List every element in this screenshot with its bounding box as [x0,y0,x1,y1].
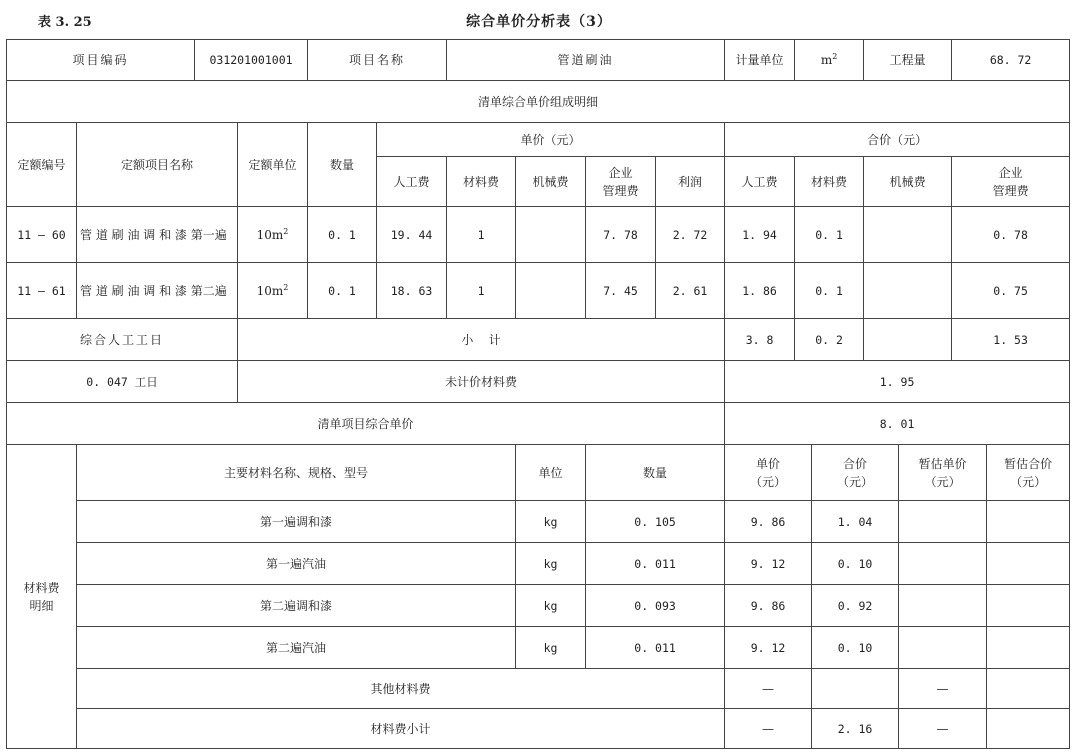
info-row [7,40,1070,81]
material-header-row [7,445,1070,501]
quota-name: 管 道 刷 油 调 和 漆 第一遍 [77,207,238,263]
labor-price: 19. 44 [377,207,447,263]
material-total: 0. 1 [795,263,864,319]
code-label: 项目编码 [7,40,195,81]
material-col-est-price: 暂估单价 （元） [899,445,987,501]
material-total: 0. 10 [812,543,899,585]
material-price: 9. 12 [725,543,812,585]
material-name: 第一遍调和漆 [77,501,516,543]
material-est-total [987,501,1070,543]
material-unit: kg [516,501,586,543]
qty-label: 工程量 [864,40,952,81]
col-material: 材料费 [447,157,516,207]
material-est-price [899,585,987,627]
quota-count: 0. 1 [308,263,377,319]
unit-label: 计量单位 [725,40,795,81]
material-qty: 0. 093 [586,585,725,627]
mgmt-price: 7. 78 [586,207,656,263]
project-code: 031201001001 [195,40,308,81]
material-col-est-total: 暂估合价 （元） [987,445,1070,501]
table-row [7,207,1070,263]
labor-total: 1. 86 [725,263,795,319]
composite-row [7,403,1070,445]
material-section-label: 材料费 明细 [7,445,77,749]
list-item [7,501,1070,543]
table-row [7,263,1070,319]
material-col-unit: 单位 [516,445,586,501]
workday-label: 综合人工工日 [7,319,238,361]
subtotal-labor: 3. 8 [725,319,795,361]
material-est-total [987,627,1070,669]
document-header [0,0,1078,40]
material-qty: 0. 011 [586,627,725,669]
col-quota-no: 定额编号 [7,123,77,207]
subtotal-machine [864,319,952,361]
col-count: 数量 [308,123,377,207]
composite-value: 8. 01 [725,403,1070,445]
section-title: 清单综合单价组成明细 [7,81,1070,123]
quota-name: 管 道 刷 油 调 和 漆 第二遍 [77,263,238,319]
column-header-row-1 [7,123,1070,157]
quota-no: 11 – 61 [7,263,77,319]
profit-price: 2. 72 [656,207,725,263]
measure-unit: $m^2$ [795,40,864,81]
material-qty: 0. 011 [586,543,725,585]
material-subtotal-est-price: — [899,709,987,749]
unpriced-label: 未计价材料费 [238,361,725,403]
list-item [7,543,1070,585]
material-price: 9. 12 [725,627,812,669]
material-subtotal-row [7,709,1070,749]
material-subtotal-price: — [725,709,812,749]
material-subtotal-est-total [987,709,1070,749]
material-price: 9. 86 [725,585,812,627]
material-col-qty: 数量 [586,445,725,501]
machine-total [864,207,952,263]
material-subtotal-total: 2. 16 [812,709,899,749]
material-name: 第二遍汽油 [77,627,516,669]
unit-price-analysis-table [6,39,1070,749]
labor-total: 1. 94 [725,207,795,263]
col-mgmt: 企业 管理费 [586,157,656,207]
workday-value: 0. 047 工日 [7,361,238,403]
unpriced-value: 1. 95 [725,361,1070,403]
material-subtotal-label: 材料费小计 [77,709,725,749]
col-total-material: 材料费 [795,157,864,207]
profit-price: 2. 61 [656,263,725,319]
material-unit: kg [516,585,586,627]
col-total-price: 合价（元） [725,123,1070,157]
other-material-est-price: — [899,669,987,709]
material-name: 第二遍调和漆 [77,585,516,627]
mgmt-total: 0. 75 [952,263,1070,319]
material-unit: kg [516,627,586,669]
material-total: 1. 04 [812,501,899,543]
quota-unit: $10m^2$ [238,207,308,263]
material-col-total: 合价 （元） [812,445,899,501]
other-material-row [7,669,1070,709]
other-material-total [812,669,899,709]
material-price: 1 [447,263,516,319]
material-price: 9. 86 [725,501,812,543]
mgmt-total: 0. 78 [952,207,1070,263]
machine-price [516,263,586,319]
list-item [7,627,1070,669]
machine-price [516,207,586,263]
material-qty: 0. 105 [586,501,725,543]
other-material-label: 其他材料费 [77,669,725,709]
material-unit: kg [516,543,586,585]
name-label: 项目名称 [308,40,447,81]
section-title-row [7,81,1070,123]
material-price: 1 [447,207,516,263]
subtotal-label: 小 计 [238,319,725,361]
col-machine: 机械费 [516,157,586,207]
col-quota-unit: 定额单位 [238,123,308,207]
quota-unit: $10m^2$ [238,263,308,319]
subtotal-row [7,319,1070,361]
material-est-price [899,543,987,585]
composite-label: 清单项目综合单价 [7,403,725,445]
col-profit: 利润 [656,157,725,207]
document-title: 综合单价分析表（3） [466,14,612,30]
quantity-value: 68. 72 [952,40,1070,81]
table-number: 表 3. 25 [38,15,92,30]
material-est-price [899,627,987,669]
unpriced-row [7,361,1070,403]
material-total: 0. 92 [812,585,899,627]
col-total-labor: 人工费 [725,157,795,207]
material-name: 第一遍汽油 [77,543,516,585]
subtotal-mgmt: 1. 53 [952,319,1070,361]
list-item [7,585,1070,627]
col-quota-name: 定额项目名称 [77,123,238,207]
machine-total [864,263,952,319]
project-name: 管道刷油 [447,40,725,81]
quota-count: 0. 1 [308,207,377,263]
material-col-name: 主要材料名称、规格、型号 [77,445,516,501]
material-total: 0. 1 [795,207,864,263]
other-material-price: — [725,669,812,709]
material-est-total [987,543,1070,585]
quota-no: 11 – 60 [7,207,77,263]
subtotal-material: 0. 2 [795,319,864,361]
labor-price: 18. 63 [377,263,447,319]
material-col-price: 单价 （元） [725,445,812,501]
col-labor: 人工费 [377,157,447,207]
mgmt-price: 7. 45 [586,263,656,319]
other-material-est-total [987,669,1070,709]
material-est-price [899,501,987,543]
col-unit-price: 单价（元） [377,123,725,157]
material-est-total [987,585,1070,627]
col-total-mgmt: 企业 管理费 [952,157,1070,207]
col-total-machine: 机械费 [864,157,952,207]
material-total: 0. 10 [812,627,899,669]
